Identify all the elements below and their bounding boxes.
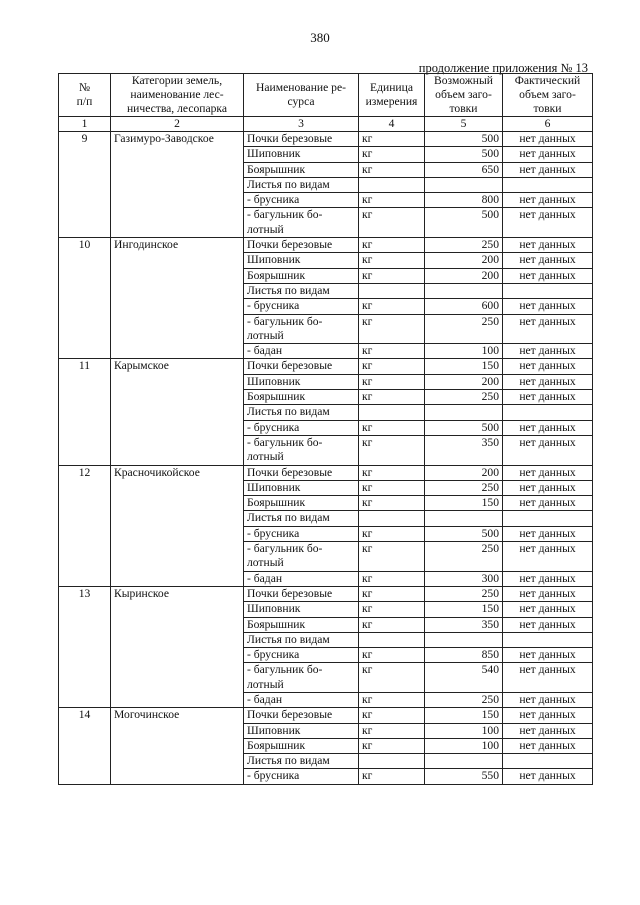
- resource-line: - брусника: [247, 648, 300, 662]
- resource-line: - багульник бо-: [247, 663, 323, 677]
- possible-volume: 150: [425, 708, 503, 723]
- actual-volume: нет данных: [503, 193, 593, 208]
- resource-line: - багульник бо-: [247, 435, 323, 449]
- actual-volume: [503, 177, 593, 192]
- possible-volume: 200: [425, 268, 503, 283]
- forestry-name: Карымское: [111, 359, 244, 465]
- resource-line: Боярышник: [247, 738, 306, 752]
- actual-volume: нет данных: [503, 465, 593, 480]
- possible-volume: 250: [425, 692, 503, 707]
- header-line: Наименование ре-: [256, 81, 346, 94]
- resource-line: лотный: [247, 450, 284, 464]
- header-line: ничества, лесопарка: [126, 102, 228, 115]
- actual-volume: [503, 632, 593, 647]
- resource-line: Листья по видам: [247, 283, 330, 297]
- actual-volume: нет данных: [503, 602, 593, 617]
- actual-volume: нет данных: [503, 420, 593, 435]
- resource-name: [244, 708, 359, 723]
- unit-cell: кг: [359, 435, 425, 465]
- possible-volume: 100: [425, 344, 503, 359]
- resource-table: [58, 73, 593, 785]
- resource-line: Боярышник: [247, 268, 306, 282]
- resource-line: Шиповник: [247, 602, 301, 616]
- resource-name: [244, 390, 359, 405]
- unit-cell: [359, 283, 425, 298]
- possible-volume: 150: [425, 602, 503, 617]
- header-cell: [425, 74, 503, 117]
- resource-name: [244, 147, 359, 162]
- resource-name: [244, 754, 359, 769]
- actual-volume: нет данных: [503, 299, 593, 314]
- header-line: наименование лес-: [130, 88, 224, 101]
- resource-line: Почки березовые: [247, 708, 333, 722]
- actual-volume: нет данных: [503, 208, 593, 238]
- possible-volume: 350: [425, 435, 503, 465]
- unit-cell: кг: [359, 238, 425, 253]
- resource-line: Шиповник: [247, 374, 301, 388]
- resource-line: - багульник бо-: [247, 208, 323, 222]
- table-row: [59, 238, 593, 253]
- resource-name: [244, 299, 359, 314]
- table-header: [59, 74, 593, 132]
- resource-line: - бадан: [247, 692, 283, 706]
- resource-name: [244, 738, 359, 753]
- unit-cell: кг: [359, 314, 425, 344]
- resource-name: [244, 723, 359, 738]
- resource-line: - брусника: [247, 299, 300, 313]
- unit-cell: кг: [359, 708, 425, 723]
- possible-volume: 100: [425, 738, 503, 753]
- resource-name: [244, 314, 359, 344]
- unit-cell: кг: [359, 420, 425, 435]
- unit-cell: кг: [359, 465, 425, 480]
- resource-name: [244, 602, 359, 617]
- header-row: [59, 74, 593, 117]
- resource-line: лотный: [247, 222, 284, 236]
- resource-line: - бадан: [247, 344, 283, 358]
- possible-volume: 500: [425, 420, 503, 435]
- unit-cell: кг: [359, 162, 425, 177]
- row-number: 12: [59, 465, 111, 586]
- actual-volume: нет данных: [503, 692, 593, 707]
- possible-volume: 150: [425, 359, 503, 374]
- unit-cell: кг: [359, 571, 425, 586]
- unit-cell: кг: [359, 390, 425, 405]
- header-cell: [59, 74, 111, 117]
- header-cell: [503, 74, 593, 117]
- resource-line: Листья по видам: [247, 754, 330, 768]
- possible-volume: 650: [425, 162, 503, 177]
- unit-cell: кг: [359, 586, 425, 601]
- possible-volume: [425, 754, 503, 769]
- possible-volume: 850: [425, 648, 503, 663]
- possible-volume: 200: [425, 253, 503, 268]
- resource-name: [244, 208, 359, 238]
- unit-cell: [359, 754, 425, 769]
- resource-name: [244, 238, 359, 253]
- unit-cell: кг: [359, 193, 425, 208]
- unit-cell: кг: [359, 769, 425, 784]
- column-number-row: [59, 117, 593, 132]
- resource-name: [244, 435, 359, 465]
- unit-cell: кг: [359, 374, 425, 389]
- resource-name: [244, 177, 359, 192]
- header-line: п/п: [76, 95, 93, 108]
- actual-volume: нет данных: [503, 708, 593, 723]
- possible-volume: [425, 632, 503, 647]
- actual-volume: нет данных: [503, 648, 593, 663]
- resource-name: [244, 344, 359, 359]
- unit-cell: кг: [359, 648, 425, 663]
- possible-volume: [425, 177, 503, 192]
- row-number: 9: [59, 132, 111, 238]
- resource-line: Шиповник: [247, 723, 301, 737]
- forestry-name: Ингодинское: [111, 238, 244, 359]
- resource-line: Шиповник: [247, 253, 301, 267]
- column-number: 5: [425, 117, 503, 132]
- resource-name: [244, 769, 359, 784]
- unit-cell: [359, 405, 425, 420]
- possible-volume: 500: [425, 132, 503, 147]
- actual-volume: нет данных: [503, 663, 593, 693]
- table-body: [59, 132, 593, 785]
- resource-name: [244, 526, 359, 541]
- unit-cell: кг: [359, 602, 425, 617]
- resource-line: Листья по видам: [247, 177, 330, 191]
- actual-volume: нет данных: [503, 435, 593, 465]
- possible-volume: [425, 405, 503, 420]
- resource-line: Боярышник: [247, 496, 306, 510]
- table-row: [59, 586, 593, 601]
- header-line: товки: [449, 102, 478, 115]
- resource-line: Боярышник: [247, 162, 306, 176]
- actual-volume: нет данных: [503, 480, 593, 495]
- header-line: товки: [533, 102, 562, 115]
- header-line: Возможный: [434, 74, 493, 87]
- resource-name: [244, 359, 359, 374]
- unit-cell: кг: [359, 299, 425, 314]
- resource-line: Почки березовые: [247, 465, 333, 479]
- resource-name: [244, 420, 359, 435]
- table-row: [59, 132, 593, 147]
- row-number: 14: [59, 708, 111, 784]
- possible-volume: 200: [425, 465, 503, 480]
- resource-name: [244, 542, 359, 572]
- resource-line: Почки березовые: [247, 132, 333, 145]
- resource-name: [244, 632, 359, 647]
- resource-name: [244, 648, 359, 663]
- unit-cell: кг: [359, 617, 425, 632]
- actual-volume: нет данных: [503, 147, 593, 162]
- possible-volume: 250: [425, 586, 503, 601]
- unit-cell: кг: [359, 253, 425, 268]
- unit-cell: кг: [359, 663, 425, 693]
- actual-volume: [503, 283, 593, 298]
- unit-cell: кг: [359, 692, 425, 707]
- forestry-name: Кыринское: [111, 586, 244, 707]
- resource-name: [244, 571, 359, 586]
- resource-line: Листья по видам: [247, 511, 330, 525]
- possible-volume: 600: [425, 299, 503, 314]
- header-cell: [359, 74, 425, 117]
- column-number: 2: [111, 117, 244, 132]
- resource-name: [244, 132, 359, 147]
- unit-cell: кг: [359, 738, 425, 753]
- resource-line: Боярышник: [247, 617, 306, 631]
- header-line: объем заго-: [519, 88, 576, 101]
- actual-volume: нет данных: [503, 359, 593, 374]
- actual-volume: [503, 405, 593, 420]
- possible-volume: 540: [425, 663, 503, 693]
- header-line: сурса: [287, 95, 315, 108]
- possible-volume: 200: [425, 374, 503, 389]
- possible-volume: 250: [425, 480, 503, 495]
- actual-volume: нет данных: [503, 390, 593, 405]
- possible-volume: 500: [425, 147, 503, 162]
- actual-volume: нет данных: [503, 162, 593, 177]
- unit-cell: кг: [359, 208, 425, 238]
- column-number: 4: [359, 117, 425, 132]
- forestry-name: Газимуро-Заводское: [111, 132, 244, 238]
- resource-line: Почки березовые: [247, 586, 333, 600]
- resource-line: лотный: [247, 677, 284, 691]
- table-row: [59, 465, 593, 480]
- unit-cell: кг: [359, 723, 425, 738]
- resource-name: [244, 465, 359, 480]
- resource-line: Почки березовые: [247, 238, 333, 252]
- actual-volume: нет данных: [503, 344, 593, 359]
- resource-name: [244, 480, 359, 495]
- resource-name: [244, 162, 359, 177]
- resource-name: [244, 374, 359, 389]
- header-line: Категории земель,: [131, 74, 223, 87]
- header-line: №: [78, 81, 91, 94]
- unit-cell: кг: [359, 526, 425, 541]
- table-row: [59, 708, 593, 723]
- resource-name: [244, 511, 359, 526]
- unit-cell: [359, 177, 425, 192]
- actual-volume: нет данных: [503, 617, 593, 632]
- resource-line: Листья по видам: [247, 405, 330, 419]
- appendix-caption: продолжение приложения № 13: [418, 61, 588, 75]
- unit-cell: [359, 511, 425, 526]
- actual-volume: нет данных: [503, 526, 593, 541]
- unit-cell: кг: [359, 344, 425, 359]
- resource-line: - багульник бо-: [247, 314, 323, 328]
- resource-name: [244, 617, 359, 632]
- actual-volume: нет данных: [503, 253, 593, 268]
- resource-line: - брусника: [247, 769, 300, 783]
- possible-volume: [425, 283, 503, 298]
- actual-volume: нет данных: [503, 738, 593, 753]
- unit-cell: кг: [359, 147, 425, 162]
- unit-cell: кг: [359, 132, 425, 147]
- resource-line: Шиповник: [247, 147, 301, 161]
- actual-volume: нет данных: [503, 496, 593, 511]
- actual-volume: [503, 511, 593, 526]
- unit-cell: кг: [359, 480, 425, 495]
- resource-name: [244, 268, 359, 283]
- header-line: Фактический: [514, 74, 581, 87]
- resource-name: [244, 405, 359, 420]
- possible-volume: 800: [425, 193, 503, 208]
- resource-name: [244, 586, 359, 601]
- unit-cell: кг: [359, 268, 425, 283]
- header-line: объем заго-: [435, 88, 492, 101]
- possible-volume: 100: [425, 723, 503, 738]
- actual-volume: нет данных: [503, 374, 593, 389]
- row-number: 10: [59, 238, 111, 359]
- resource-name: [244, 283, 359, 298]
- resource-line: - брусника: [247, 193, 300, 207]
- resource-line: Листья по видам: [247, 632, 330, 646]
- unit-cell: кг: [359, 542, 425, 572]
- column-number: 3: [244, 117, 359, 132]
- actual-volume: нет данных: [503, 132, 593, 147]
- header-cell: [111, 74, 244, 117]
- actual-volume: [503, 754, 593, 769]
- possible-volume: 350: [425, 617, 503, 632]
- row-number: 13: [59, 586, 111, 707]
- resource-name: [244, 692, 359, 707]
- possible-volume: 250: [425, 238, 503, 253]
- actual-volume: нет данных: [503, 769, 593, 784]
- actual-volume: нет данных: [503, 542, 593, 572]
- possible-volume: 250: [425, 390, 503, 405]
- header-cell: [244, 74, 359, 117]
- resource-name: [244, 663, 359, 693]
- resource-line: лотный: [247, 328, 284, 342]
- page-number: 380: [310, 30, 330, 45]
- possible-volume: [425, 511, 503, 526]
- possible-volume: 250: [425, 314, 503, 344]
- actual-volume: нет данных: [503, 268, 593, 283]
- forestry-name: Могочинское: [111, 708, 244, 784]
- resource-name: [244, 193, 359, 208]
- resource-name: [244, 253, 359, 268]
- possible-volume: 300: [425, 571, 503, 586]
- resource-line: Почки березовые: [247, 359, 333, 373]
- actual-volume: нет данных: [503, 238, 593, 253]
- resource-line: лотный: [247, 556, 284, 570]
- column-number: 6: [503, 117, 593, 132]
- actual-volume: нет данных: [503, 571, 593, 586]
- resource-line: - бадан: [247, 571, 283, 585]
- resource-line: Боярышник: [247, 390, 306, 404]
- row-number: 11: [59, 359, 111, 465]
- possible-volume: 500: [425, 208, 503, 238]
- resource-line: - брусника: [247, 420, 300, 434]
- unit-cell: [359, 632, 425, 647]
- header-line: Единица: [370, 81, 413, 94]
- unit-cell: кг: [359, 359, 425, 374]
- actual-volume: нет данных: [503, 314, 593, 344]
- resource-line: - брусника: [247, 526, 300, 540]
- possible-volume: 500: [425, 526, 503, 541]
- actual-volume: нет данных: [503, 586, 593, 601]
- header-line: измерения: [365, 95, 418, 108]
- column-number: 1: [59, 117, 111, 132]
- resource-name: [244, 496, 359, 511]
- unit-cell: кг: [359, 496, 425, 511]
- possible-volume: 150: [425, 496, 503, 511]
- actual-volume: нет данных: [503, 723, 593, 738]
- possible-volume: 550: [425, 769, 503, 784]
- resource-line: - багульник бо-: [247, 542, 323, 556]
- possible-volume: 250: [425, 542, 503, 572]
- table-row: [59, 359, 593, 374]
- resource-line: Шиповник: [247, 480, 301, 494]
- forestry-name: Красночикойское: [111, 465, 244, 586]
